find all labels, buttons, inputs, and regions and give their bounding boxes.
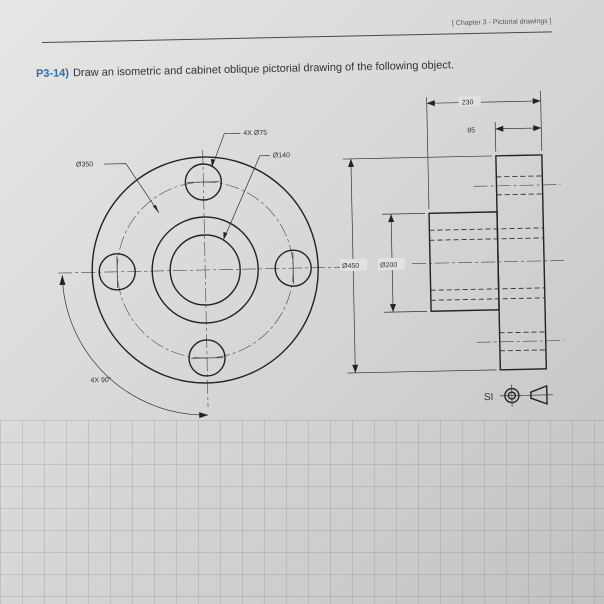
dim-arrowhead <box>495 126 503 132</box>
problem-text: Draw an isometric and cabinet oblique pictorial drawing of the following object. <box>72 59 455 80</box>
dim-bolt-holes: 4X Ø75 <box>243 129 268 138</box>
angle-dimension-arc <box>62 272 208 418</box>
hidden-line <box>500 332 546 333</box>
extension-line <box>541 91 542 151</box>
extension-line <box>384 311 427 312</box>
hidden-line <box>431 288 545 290</box>
hub-outline <box>429 212 499 311</box>
dim-total-length: 230 <box>461 99 474 107</box>
dim-arrowhead <box>348 159 354 167</box>
front-view <box>55 128 348 421</box>
dim-line-total-length <box>427 101 541 103</box>
projection-symbol <box>484 384 553 407</box>
horizontal-centerline <box>58 267 345 273</box>
dim-angle: 4X 90° <box>90 376 112 385</box>
dim-arrowhead <box>533 98 541 104</box>
extension-line <box>347 370 496 373</box>
dim-arrowhead <box>390 304 396 312</box>
extension-line <box>382 213 425 214</box>
hidden-line <box>497 194 543 195</box>
hidden-line <box>430 238 544 240</box>
dim-arrowhead <box>388 214 394 222</box>
hidden-line-bore <box>429 228 543 230</box>
angle-arrowhead <box>59 275 65 285</box>
extension-line <box>343 156 492 159</box>
dim-arrowhead <box>352 365 358 373</box>
flange-outline <box>496 155 546 370</box>
leader-bore <box>222 156 272 240</box>
leader-arrowhead <box>223 232 227 240</box>
problem-number: P3-14) <box>35 67 70 80</box>
chapter-header: [ Chapter 3 - Pictorial drawings ] <box>452 17 553 28</box>
angle-arrowhead <box>199 412 208 418</box>
dim-outer-diameter: Ø350 <box>75 161 94 169</box>
axis-centerline <box>412 260 565 263</box>
dim-arrowhead <box>427 100 435 106</box>
dim-arrowhead <box>533 125 541 131</box>
extension-line <box>495 122 496 152</box>
projection-symbol-label: SI <box>483 391 494 404</box>
dim-bore-diameter: Ø140 <box>272 152 291 160</box>
dim-flange-diameter: Ø450 <box>342 262 360 271</box>
hidden-line <box>500 350 546 351</box>
extension-line <box>427 97 429 209</box>
side-view <box>337 90 568 373</box>
hidden-line <box>496 176 542 177</box>
leader-arrowhead <box>153 205 159 213</box>
vertical-centerline <box>203 150 208 407</box>
dim-hub-diameter: Ø200 <box>380 261 398 270</box>
hole-centerline <box>473 185 560 187</box>
dim-flange-length: 85 <box>467 127 476 135</box>
projection-symbol-axis <box>525 395 553 396</box>
hole-centerline <box>477 340 564 342</box>
hidden-line-bore <box>431 298 545 300</box>
